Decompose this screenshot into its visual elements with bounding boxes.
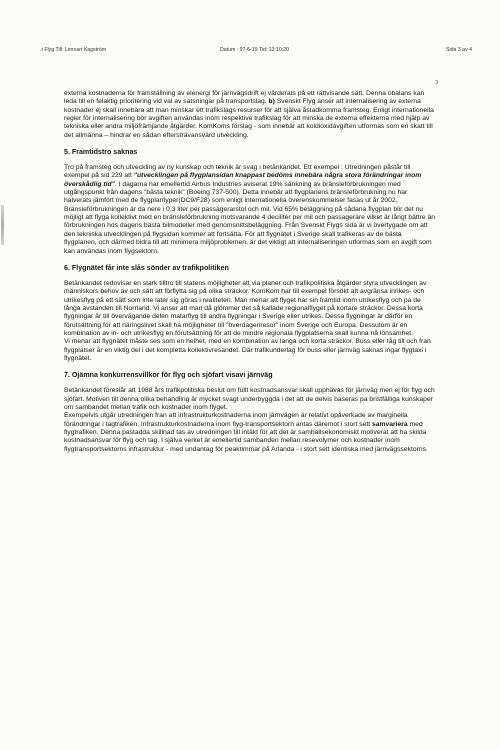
section-5-text: Tro på framsteg och utveckling av ny kunskap och teknik är svag i betänkandet. Ett exempel : Utredningen påstår till exempel på sid 229 att "utvecklingen på flygplansidan knappast bedöms innebära några stora förändringar inom överskådlig tid". I dagarna har emellertid Airbus Industries aviserat 19% sänkning av bränsleförbrukningen med utgångspunkt från dagens "bästa teknik" (Boeing 737-500). Detta innebär att flygplanens bränsleförbrukning nu har halverats jämfört med de flygplantyper(DC9/F28) som enligt internationella överenskommelser fasas ut år 2002. Bränsleförbrukningen är da nere i 0,3 liter per passagerarstol och mil. Vid 65% beläggning på sådana flygplan blir det nu möjligt att flyga kollektivt med en bränsleförbrukning motsvarande 4 deciliter per mil och passagerare vilket är långt bättre än förbrukningen hos dagens bästa bilmodeller med genomsnittsbeläggning. Från Svenskt Flygs sida är vi övertygade om att den tekniska utvecklingen på flygsidan kommer att fortsätta. För att flygnätet i Sverige skall trafikeras av de bästa flygplanen, och därmed bidra till att minimera miljöproblemen, är det viktigt att internaliseringen utformas som en avgift som kan användas inom flygsektorn. [64,164,436,255]
section-6-text-1: Betänkandet redovisar en stark tilltro till statens möjligheter att via planer och trafikpolitiska åtgärder styra utvecklingen av människors behov av och sätt att förflytta sig på olika sträckor. KomKom har till exempel försökt att avgränsa inrikes- och utrikesflyg på ett sätt som inte later sig göras i realiteten. Man menar att flyget har sin framtid inom utrikesflyg och pa de långa avstanden till Norrland. Vi anser att man då glömmer det så kallade regionalflyget på kortare sträckor. Dessa korta flygningar är till övervägande delen matarflyg till andra flygningar i Sverige eller utrikes. Dessa flygningar är därför en förutsättning för att näringslivet skall ha möjligheter till "överdagenresor" inom Sverige och Europa. Dessutom är en kombination av in- och utrikesflyg en förutsättning för att de mindre regionala flygplatserna skall kunna nå lönsamhet. [64,279,427,337]
list-marker-b: b) [268,98,275,106]
section-7-text-2: Exempelvis utgår utredningen fran att infrastrukturkostnaderna inom järnvägen är relativt opåverkade av marginella förändringar i tagtrafiken. Infrastrukturkostnaderna inom flyg-transportsektorn antas däremot i stort sett samvariera med flygtrafiken. Denna pastadda skillnad tas av utredningen till intäkt för att det är samhällsekonomiskt motiverat att ha skilda kostnadsansvar för flyg och tag. I själva verket är emellertid sambanden mellan resevolymer och kostnader inom flygtransportsektorns infrastruktur - med undantag för peaktimmar på Arlanda - i stort sett identiska med järnvägssektorns. [64,412,428,453]
fax-header [40,47,472,53]
quote: "utvecklingen på flygplansidan knappast bedöms innebära några stora förändringar inom överskådlig tid" [64,172,422,188]
page-number: 3 [435,80,438,86]
scan-edge-mark [1,205,4,245]
section-heading-6: 6. Flygnätet får inte slås sönder av trafikpolitiken [64,263,229,272]
fax-recipient: .t Flyg Till: Lennart Kagström [40,47,107,53]
fax-datetime: Datum : 97-6-19 Tid: 13:10:20 [220,47,289,53]
section-heading-7: 7. Ojämna konkurrensvillkor för flyg och sjöfart visavi järnväg [64,371,273,380]
section-heading-5: 5. Framtidstro saknas [64,148,138,157]
section-7-text-1: Betänkandet föreslår att 1988 års trafikpolitiska beslut om fullt kostnadsansvar skall upphävas för järnväg men ej för flyg och sjöfart. Motiven till denna olika behandling är mycket svagt underbyggda i det att de delvis baseras pa bristfälliga kunskaper om sambandet mellan trafik och kostnader inom flyget. [64,387,435,411]
document-body [64,90,436,462]
paragraph-continued: externa kostnaderna för framställning av elenergi för järnvägsdrift ej värderats på ett rättvisande sätt. Denna obalans kan leda till en felaktig prioritering vid val av satsningar på transportslag. b) Svenskt Flyg anser att internalisering av externa kostnader ej skall innebära att man minskar ett trafikslags resurser för att själva åstadkomma framsteg. Enligt internationella regler för internalisering bör avgiften användas inom respektive trafikslag för att minska de externa effekterna med hjälp av tekniska eller andra miljöfrämjande åtgärder. KomKoms förslag - som innebär att koldioxidavgiften utformas som en skatt till det allmänna – hindrar en sådan eftersträvansvärd utveckling. [64,90,434,139]
fax-page: Sida 3 av 4 [446,47,472,53]
section-6-text-2: Vi menar att flygnätet måste ses som en helhet, med en kombination av langa och korta sträckor. Buss eller tåg till och fran flygplatser är en viktig del i det kompletta kollektivresandet. Där trafikunderlag för buss eller järnväg saknas ingar flygtaxi i flygnätet. [64,338,431,362]
